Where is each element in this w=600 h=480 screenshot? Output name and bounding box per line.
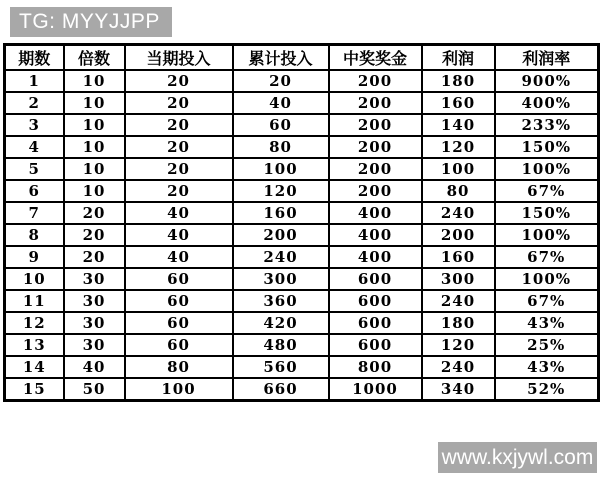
table-header-row bbox=[5, 45, 599, 71]
cell-profit: 240 bbox=[422, 356, 495, 378]
cell-profit-rate: 67% bbox=[495, 246, 599, 268]
cell-profit: 80 bbox=[422, 180, 495, 202]
table-row bbox=[5, 356, 599, 378]
cell-profit-rate: 25% bbox=[495, 334, 599, 356]
cell-current-bet: 20 bbox=[125, 114, 233, 136]
cell-profit-rate: 400% bbox=[495, 92, 599, 114]
cell-cumulative-bet: 200 bbox=[233, 224, 329, 246]
cell-period: 15 bbox=[5, 378, 64, 401]
cell-multiplier: 30 bbox=[64, 268, 125, 290]
cell-period: 12 bbox=[5, 312, 64, 334]
table-row bbox=[5, 334, 599, 356]
cell-cumulative-bet: 60 bbox=[233, 114, 329, 136]
cell-period: 8 bbox=[5, 224, 64, 246]
cell-current-bet: 20 bbox=[125, 180, 233, 202]
website-watermark: www.kxjywl.com bbox=[438, 442, 597, 473]
cell-cumulative-bet: 240 bbox=[233, 246, 329, 268]
cell-period: 13 bbox=[5, 334, 64, 356]
cell-current-bet: 100 bbox=[125, 378, 233, 401]
table-row bbox=[5, 224, 599, 246]
cell-period: 14 bbox=[5, 356, 64, 378]
cell-profit-rate: 67% bbox=[495, 180, 599, 202]
cell-prize: 800 bbox=[329, 356, 422, 378]
cell-period: 9 bbox=[5, 246, 64, 268]
cell-current-bet: 40 bbox=[125, 202, 233, 224]
cell-profit-rate: 100% bbox=[495, 268, 599, 290]
cell-cumulative-bet: 80 bbox=[233, 136, 329, 158]
cell-prize: 600 bbox=[329, 268, 422, 290]
cell-current-bet: 40 bbox=[125, 246, 233, 268]
cell-prize: 400 bbox=[329, 202, 422, 224]
table-row bbox=[5, 290, 599, 312]
table-row bbox=[5, 312, 599, 334]
cell-profit-rate: 150% bbox=[495, 202, 599, 224]
cell-multiplier: 40 bbox=[64, 356, 125, 378]
cell-current-bet: 60 bbox=[125, 290, 233, 312]
cell-current-bet: 80 bbox=[125, 356, 233, 378]
cell-profit: 160 bbox=[422, 246, 495, 268]
cell-multiplier: 10 bbox=[64, 158, 125, 180]
cell-profit: 240 bbox=[422, 290, 495, 312]
table-row bbox=[5, 268, 599, 290]
cell-profit: 140 bbox=[422, 114, 495, 136]
cell-prize: 1000 bbox=[329, 378, 422, 401]
cell-multiplier: 10 bbox=[64, 136, 125, 158]
cell-profit: 180 bbox=[422, 70, 495, 92]
header-cell-profit-rate: 利润率 bbox=[495, 45, 599, 71]
cell-prize: 200 bbox=[329, 114, 422, 136]
header-cell-profit: 利润 bbox=[422, 45, 495, 71]
header-cell-prize: 中奖奖金 bbox=[329, 45, 422, 71]
cell-multiplier: 20 bbox=[64, 202, 125, 224]
cell-multiplier: 50 bbox=[64, 378, 125, 401]
cell-profit: 120 bbox=[422, 136, 495, 158]
cell-prize: 200 bbox=[329, 92, 422, 114]
cell-period: 2 bbox=[5, 92, 64, 114]
cell-profit: 240 bbox=[422, 202, 495, 224]
cell-profit-rate: 67% bbox=[495, 290, 599, 312]
cell-multiplier: 20 bbox=[64, 224, 125, 246]
profit-table bbox=[3, 43, 600, 402]
cell-multiplier: 30 bbox=[64, 334, 125, 356]
cell-period: 5 bbox=[5, 158, 64, 180]
cell-prize: 200 bbox=[329, 158, 422, 180]
cell-cumulative-bet: 660 bbox=[233, 378, 329, 401]
cell-profit: 300 bbox=[422, 268, 495, 290]
cell-prize: 600 bbox=[329, 334, 422, 356]
cell-profit-rate: 150% bbox=[495, 136, 599, 158]
cell-multiplier: 10 bbox=[64, 114, 125, 136]
cell-cumulative-bet: 160 bbox=[233, 202, 329, 224]
cell-current-bet: 60 bbox=[125, 334, 233, 356]
cell-prize: 400 bbox=[329, 224, 422, 246]
table-row bbox=[5, 136, 599, 158]
cell-profit-rate: 43% bbox=[495, 356, 599, 378]
cell-profit: 100 bbox=[422, 158, 495, 180]
cell-prize: 400 bbox=[329, 246, 422, 268]
cell-period: 11 bbox=[5, 290, 64, 312]
table-row bbox=[5, 180, 599, 202]
cell-profit-rate: 100% bbox=[495, 158, 599, 180]
table-row bbox=[5, 70, 599, 92]
table-row bbox=[5, 246, 599, 268]
cell-period: 7 bbox=[5, 202, 64, 224]
cell-profit-rate: 52% bbox=[495, 378, 599, 401]
cell-current-bet: 40 bbox=[125, 224, 233, 246]
cell-cumulative-bet: 480 bbox=[233, 334, 329, 356]
cell-profit-rate: 900% bbox=[495, 70, 599, 92]
cell-current-bet: 20 bbox=[125, 136, 233, 158]
table-row bbox=[5, 202, 599, 224]
cell-prize: 600 bbox=[329, 312, 422, 334]
cell-profit: 200 bbox=[422, 224, 495, 246]
cell-multiplier: 10 bbox=[64, 92, 125, 114]
cell-cumulative-bet: 360 bbox=[233, 290, 329, 312]
cell-cumulative-bet: 100 bbox=[233, 158, 329, 180]
cell-profit: 340 bbox=[422, 378, 495, 401]
cell-current-bet: 20 bbox=[125, 92, 233, 114]
cell-multiplier: 20 bbox=[64, 246, 125, 268]
cell-profit: 120 bbox=[422, 334, 495, 356]
cell-prize: 200 bbox=[329, 70, 422, 92]
cell-prize: 200 bbox=[329, 180, 422, 202]
cell-profit-rate: 100% bbox=[495, 224, 599, 246]
table-row bbox=[5, 378, 599, 401]
cell-period: 4 bbox=[5, 136, 64, 158]
table-row bbox=[5, 158, 599, 180]
cell-profit: 180 bbox=[422, 312, 495, 334]
table-row bbox=[5, 114, 599, 136]
cell-multiplier: 30 bbox=[64, 290, 125, 312]
cell-period: 1 bbox=[5, 70, 64, 92]
header-cell-period: 期数 bbox=[5, 45, 64, 71]
cell-multiplier: 30 bbox=[64, 312, 125, 334]
header-cell-current-bet: 当期投入 bbox=[125, 45, 233, 71]
table-row bbox=[5, 92, 599, 114]
cell-cumulative-bet: 560 bbox=[233, 356, 329, 378]
header-cell-multiplier: 倍数 bbox=[64, 45, 125, 71]
header-cell-cumulative-bet: 累计投入 bbox=[233, 45, 329, 71]
cell-cumulative-bet: 420 bbox=[233, 312, 329, 334]
cell-cumulative-bet: 120 bbox=[233, 180, 329, 202]
table-header bbox=[5, 45, 599, 71]
cell-current-bet: 20 bbox=[125, 158, 233, 180]
cell-multiplier: 10 bbox=[64, 180, 125, 202]
cell-period: 6 bbox=[5, 180, 64, 202]
cell-current-bet: 20 bbox=[125, 70, 233, 92]
cell-cumulative-bet: 300 bbox=[233, 268, 329, 290]
cell-prize: 200 bbox=[329, 136, 422, 158]
cell-profit-rate: 43% bbox=[495, 312, 599, 334]
cell-current-bet: 60 bbox=[125, 312, 233, 334]
cell-cumulative-bet: 40 bbox=[233, 92, 329, 114]
cell-profit-rate: 233% bbox=[495, 114, 599, 136]
cell-prize: 600 bbox=[329, 290, 422, 312]
cell-period: 10 bbox=[5, 268, 64, 290]
cell-multiplier: 10 bbox=[64, 70, 125, 92]
cell-profit: 160 bbox=[422, 92, 495, 114]
telegram-handle-badge: TG: MYYJJPP bbox=[10, 7, 172, 37]
table-body bbox=[5, 70, 599, 401]
cell-cumulative-bet: 20 bbox=[233, 70, 329, 92]
cell-period: 3 bbox=[5, 114, 64, 136]
cell-current-bet: 60 bbox=[125, 268, 233, 290]
